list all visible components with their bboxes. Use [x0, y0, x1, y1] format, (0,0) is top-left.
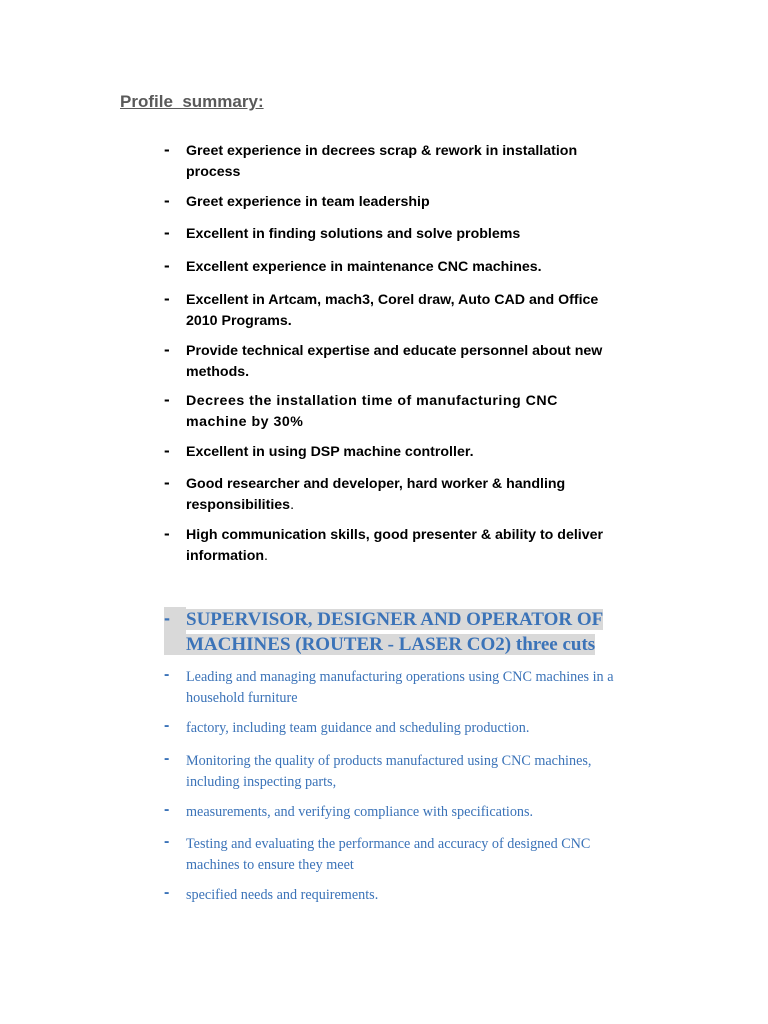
- duty-item-text: Testing and evaluating the performance and accuracy of designed CNC machines to ensure they meet: [186, 836, 591, 873]
- summary-item-text: Greet experience in team leadership: [186, 194, 430, 210]
- summary-item: [164, 474, 654, 516]
- duty-item-text: specified needs and requirements.: [186, 887, 379, 903]
- dash-bullet-icon: -: [164, 340, 170, 359]
- summary-item: [164, 290, 654, 332]
- summary-item: [164, 141, 654, 183]
- duty-item-text: Leading and managing manufacturing operations using CNC machines in a household furniture: [186, 669, 614, 706]
- summary-item-text: Excellent in using DSP machine controller.: [186, 444, 474, 460]
- summary-item-text: Excellent in finding solutions and solve problems: [186, 226, 521, 242]
- duty-item-text: measurements, and verifying compliance with specifications.: [186, 804, 534, 820]
- dash-bullet-icon: -: [164, 666, 170, 683]
- summary-item-text: Excellent experience in maintenance CNC machines.: [186, 259, 542, 275]
- dash-bullet-icon: -: [164, 191, 170, 210]
- summary-item-text: Excellent in Artcam, mach3, Corel draw, Auto CAD and Office 2010 Programs.: [186, 292, 599, 329]
- dash-bullet-icon: -: [164, 473, 170, 492]
- duty-item: [164, 885, 654, 906]
- dash-bullet-icon: -: [164, 884, 170, 901]
- dash-bullet-icon: -: [164, 833, 170, 850]
- summary-item: [164, 192, 654, 213]
- summary-item-text: Good researcher and developer, hard worker & handling responsibilities.: [186, 476, 566, 513]
- job-title-line-2: MACHINES (ROUTER - LASER CO2) three cuts: [186, 634, 596, 655]
- duty-item-text: factory, including team guidance and scheduling production.: [186, 720, 530, 736]
- duty-item: [164, 718, 654, 739]
- summary-item-text: Greet experience in decrees scrap & rework in installation process: [186, 143, 578, 180]
- summary-item-text: Decrees the installation time of manufacturing CNC machine by 30%: [186, 393, 558, 430]
- dash-bullet-icon: -: [164, 140, 170, 159]
- duty-item: [164, 802, 654, 823]
- summary-item-text: High communication skills, good presenter & ability to deliver information.: [186, 527, 604, 564]
- dash-bullet-icon: -: [164, 390, 170, 409]
- profile-summary-heading: Profile summary:: [120, 92, 264, 111]
- summary-item: [164, 391, 654, 433]
- summary-item: [164, 442, 654, 463]
- duty-item-text: Monitoring the quality of products manufactured using CNC machines, including inspecting parts,: [186, 753, 592, 790]
- dash-bullet-icon: -: [164, 223, 170, 242]
- dash-bullet-icon: -: [164, 717, 170, 734]
- summary-item: [164, 224, 654, 245]
- dash-bullet-icon: -: [164, 256, 170, 275]
- dash-bullet-icon: -: [164, 801, 170, 818]
- dash-bullet-icon: -: [164, 607, 186, 655]
- summary-item: [164, 341, 654, 383]
- dash-bullet-icon: -: [164, 524, 170, 543]
- dash-bullet-icon: -: [164, 441, 170, 460]
- summary-item-text: Provide technical expertise and educate personnel about new methods.: [186, 343, 603, 380]
- duty-item: [164, 834, 654, 876]
- dash-bullet-icon: -: [164, 750, 170, 767]
- duty-item: [164, 751, 654, 793]
- summary-item: [164, 525, 654, 567]
- dash-bullet-icon: -: [164, 289, 170, 308]
- job-title: [164, 607, 654, 657]
- job-title-line-1: SUPERVISOR, DESIGNER AND OPERATOR OF: [186, 609, 604, 630]
- summary-item: [164, 257, 654, 278]
- duty-item: [164, 667, 654, 709]
